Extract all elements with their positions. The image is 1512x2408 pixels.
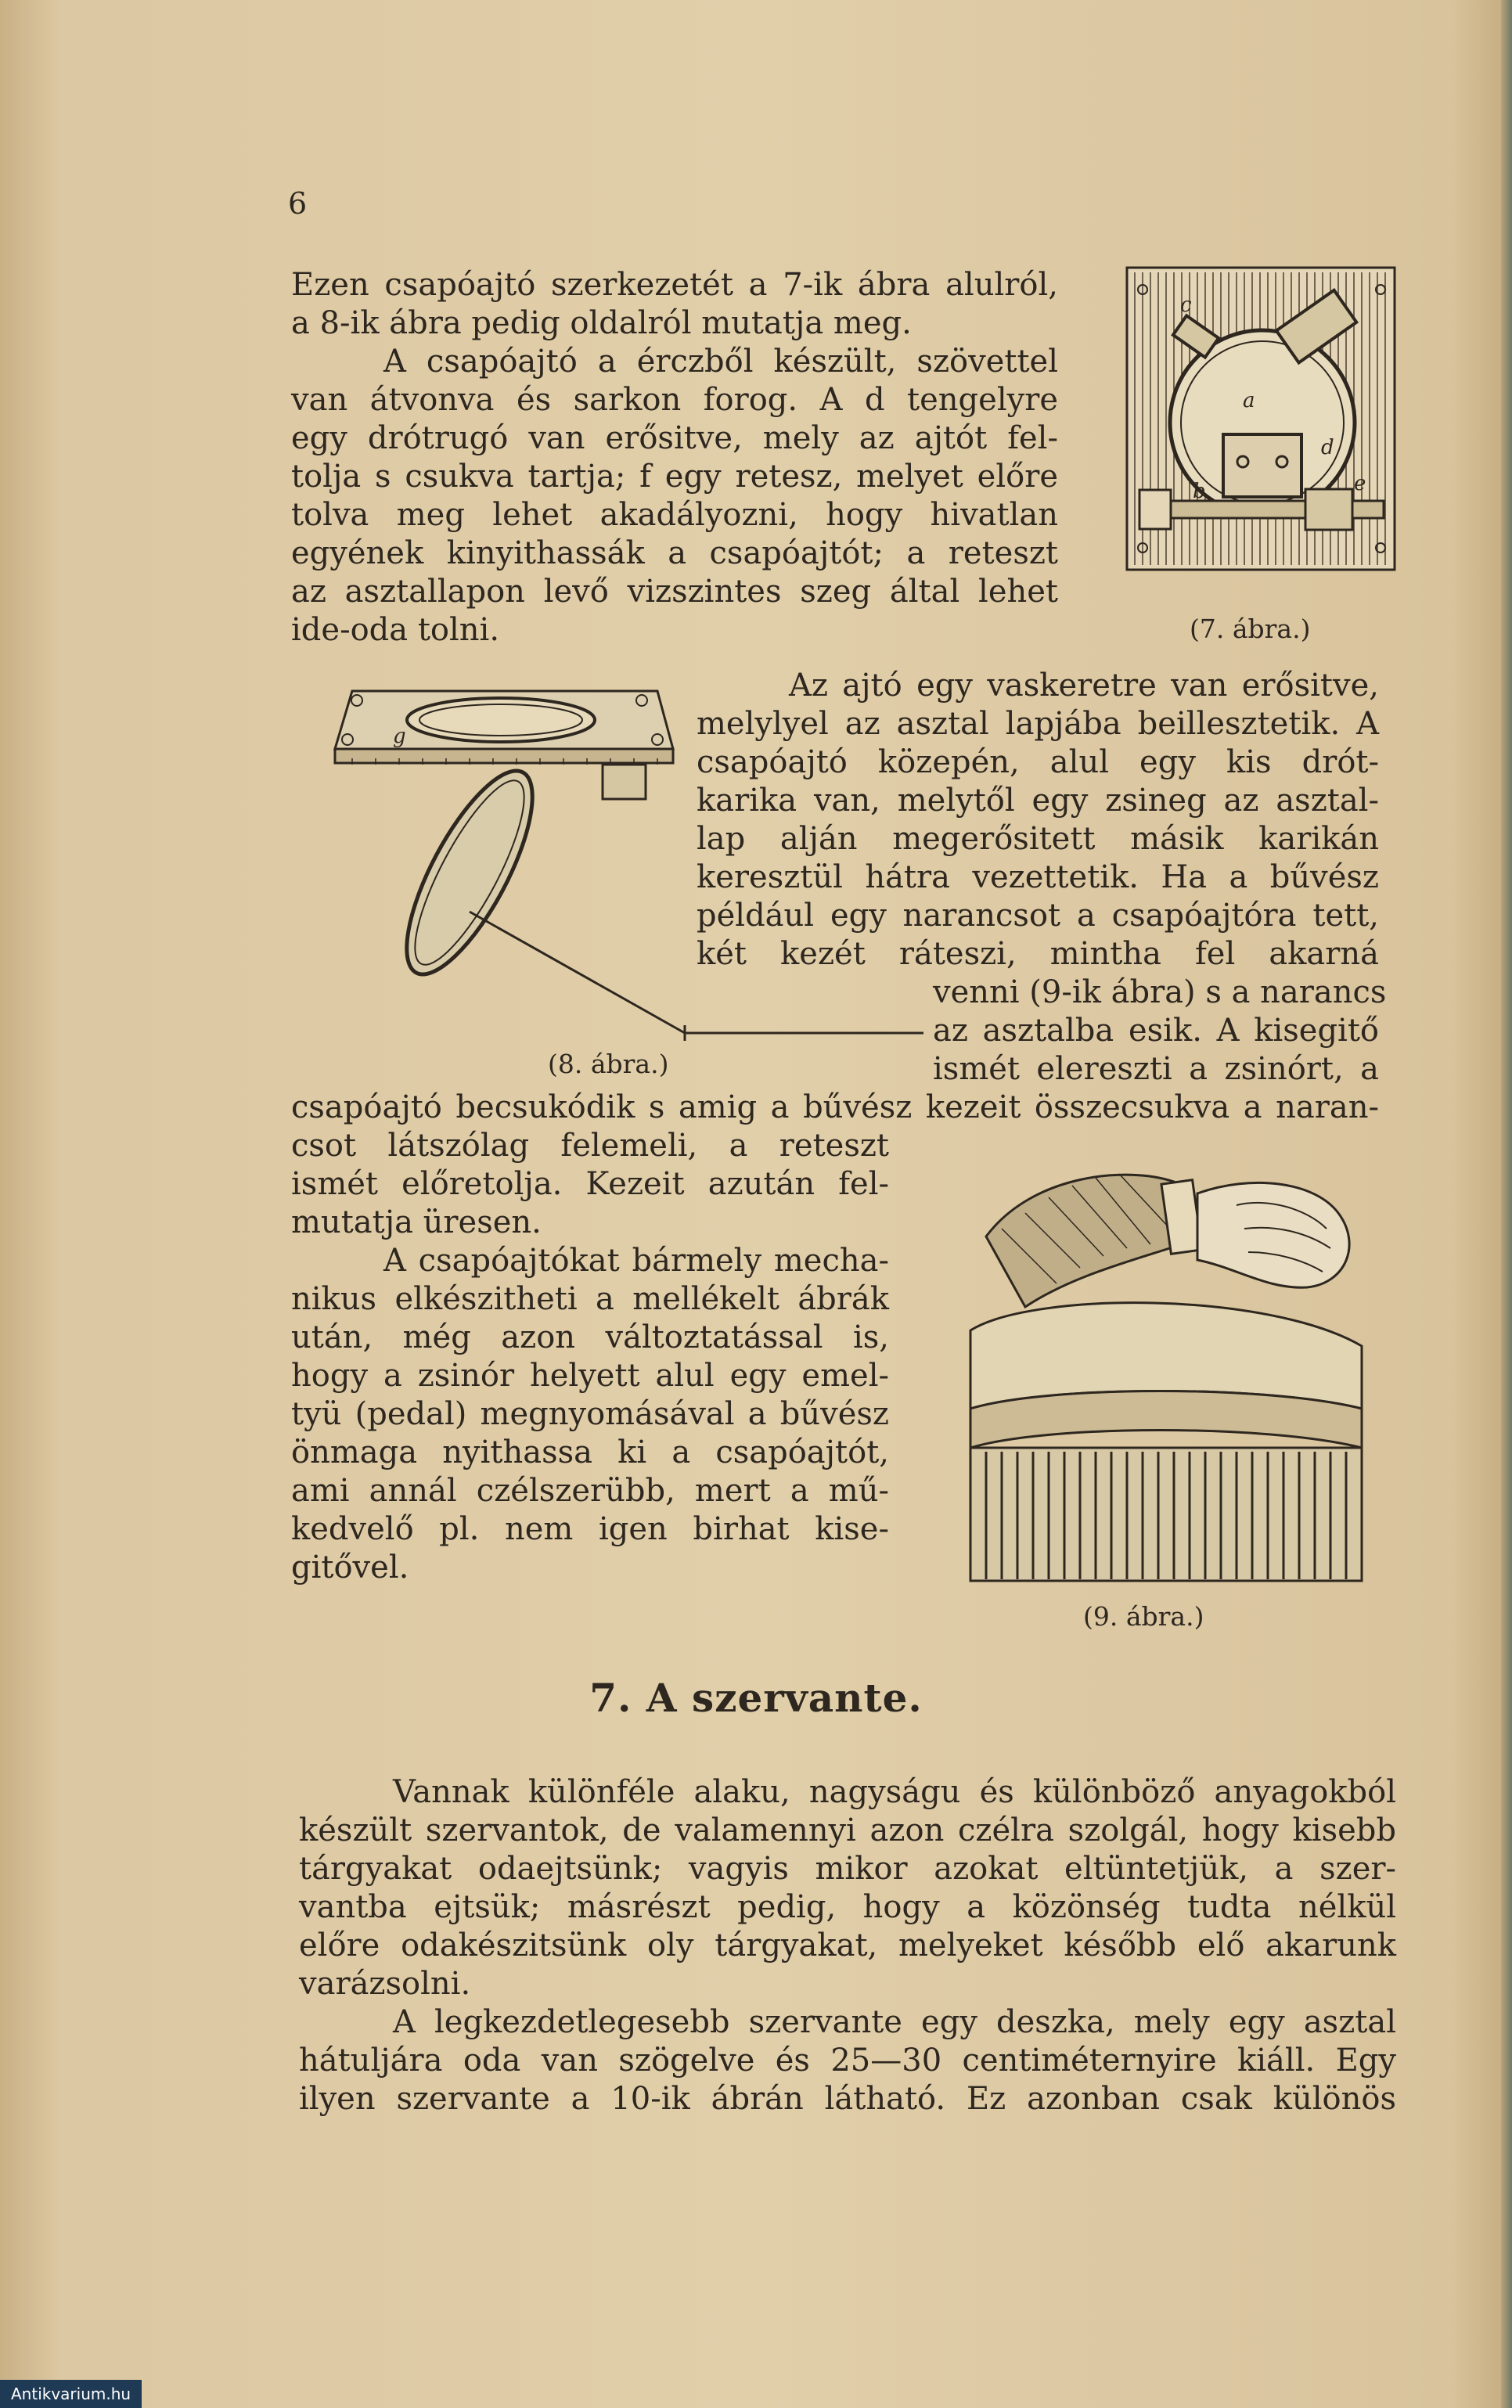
text-line: Az ajtó egy vaskeretre van erősitve,	[789, 668, 1379, 704]
text-line: lap alján megerősitett másik karikán	[697, 821, 1379, 857]
text-line: tárgyakat odaejtsünk; vagyis mikor azokat eltüntetjük, a szer-	[299, 1851, 1396, 1887]
figure-7-caption: (7. ábra.)	[1190, 614, 1311, 644]
text-line: mutatja üresen.	[291, 1204, 542, 1240]
text-line: melylyel az asztal lapjába beillesztetik. A	[697, 706, 1379, 742]
paragraph-trapdoor-operation	[697, 667, 1379, 974]
text-line: A legkezdetlegesebb szervante egy deszka, mely egy asztal	[393, 2004, 1396, 2040]
figure-label: a	[1243, 389, 1255, 412]
figure-9-hands-on-table	[939, 1150, 1385, 1589]
figure-7-trapdoor-bottom-view	[1125, 266, 1396, 571]
text-line: ami annál czélszerübb, mert a mű-	[291, 1473, 889, 1509]
text-line: csapóajtó becsukódik s amig a bűvész kezeit összecsukva a naran-	[291, 1089, 1379, 1125]
text-line: ide-oda tolni.	[291, 612, 500, 648]
text-line: ismét előretolja. Kezeit azután fel-	[291, 1166, 889, 1202]
text-line: készült szervantok, de valamennyi azon czélra szolgál, hogy kisebb	[299, 1812, 1396, 1848]
paragraph-servante-intro	[299, 1773, 1396, 2003]
paragraph-servante-simple	[299, 2003, 1396, 2118]
text-line: van átvonva és sarkon forog. A d tengelyre	[291, 382, 1058, 418]
text-line: az asztalba esik. A kisegitő	[933, 1013, 1379, 1049]
paragraph-trapdoor-operation-cont	[933, 974, 1387, 1089]
text-line: egyének kinyithassák a csapóajtót; a reteszt	[291, 535, 1058, 571]
text-line: például egy narancsot a csapóajtóra tett,	[697, 898, 1379, 934]
text-line: előre odakészitsünk oly tárgyakat, melyeket később elő akarunk	[299, 1927, 1396, 1963]
watermark: Antikvarium.hu	[0, 2380, 142, 2408]
text-line: hogy a zsinór helyett alul egy emel-	[291, 1358, 889, 1394]
text-line: csot látszólag felemeli, a reteszt	[291, 1128, 889, 1164]
text-line: varázsolni.	[299, 1966, 471, 2002]
text-line: keresztül hátra vezettetik. Ha a bűvész	[697, 859, 1379, 895]
paragraph-trapdoor-structure	[291, 266, 1058, 650]
text-line: ilyen szervante a 10-ik ábrán látható. Ez azonban csak különös	[299, 2081, 1396, 2117]
text-line: az asztallapon levő vizszintes szeg által lehet	[291, 574, 1058, 610]
figure-label: g	[393, 725, 406, 748]
text-line: Ezen csapóajtó szerkezetét a 7-ik ábra alulról,	[291, 267, 1058, 303]
text-line: venni (9-ik ábra) s a narancs	[933, 974, 1387, 1010]
text-line: karika van, melytől egy zsineg az asztal-	[697, 783, 1379, 819]
text-line: Vannak különféle alaku, nagyságu és különböző anyagokból	[393, 1774, 1396, 1810]
figure-label: d	[1321, 436, 1334, 459]
text-line: csapóajtó közepén, alul egy kis drót-	[697, 744, 1379, 780]
text-line: ismét elereszti a zsinórt, a	[933, 1051, 1379, 1087]
text-line: kedvelő pl. nem igen birhat kise-	[291, 1511, 889, 1547]
text-line: vantba ejtsük; másrészt pedig, hogy a közönség tudta nélkül	[299, 1889, 1396, 1925]
text-line: önmaga nyithassa ki a csapóajtót,	[291, 1434, 889, 1470]
text-line: gitővel.	[291, 1550, 409, 1586]
text-line: A csapóajtókat bármely mecha-	[383, 1243, 889, 1279]
figure-label: b	[1193, 480, 1206, 503]
text-line: a 8-ik ábra pedig oldalról mutatja meg.	[291, 305, 912, 341]
text-line: két kezét ráteszi, mintha fel akarná	[697, 936, 1379, 972]
text-line: után, még azon változtatással is,	[291, 1319, 889, 1355]
page-edge	[1501, 0, 1512, 2408]
section-heading: 7. A szervante.	[589, 1675, 923, 1721]
figure-label: c	[1180, 293, 1192, 317]
text-line: tolva meg lehet akadályozni, hogy hivatlan	[291, 497, 1058, 533]
text-line: hátuljára oda van szögelve és 25—30 centiméternyire kiáll. Egy	[299, 2043, 1396, 2079]
paragraph-full-width-line	[291, 1089, 1379, 1127]
text-line: tyü (pedal) megnyomásával a bűvész	[291, 1396, 889, 1432]
page-number: 6	[288, 186, 308, 221]
text-line: nikus elkészitheti a mellékelt ábrák	[291, 1281, 889, 1317]
text-line: tolja s csukva tartja; f egy retesz, melyet előre	[291, 459, 1058, 495]
figure-label: e	[1354, 472, 1366, 495]
paragraph-mechanic-note	[291, 1127, 889, 1587]
figure-9-caption: (9. ábra.)	[1083, 1601, 1204, 1632]
text-line: egy drótrugó van erősitve, mely az ajtót fel-	[291, 420, 1058, 456]
figure-8-caption: (8. ábra.)	[548, 1049, 669, 1079]
text-line: A csapóajtó a érczből készült, szövettel	[383, 344, 1058, 380]
